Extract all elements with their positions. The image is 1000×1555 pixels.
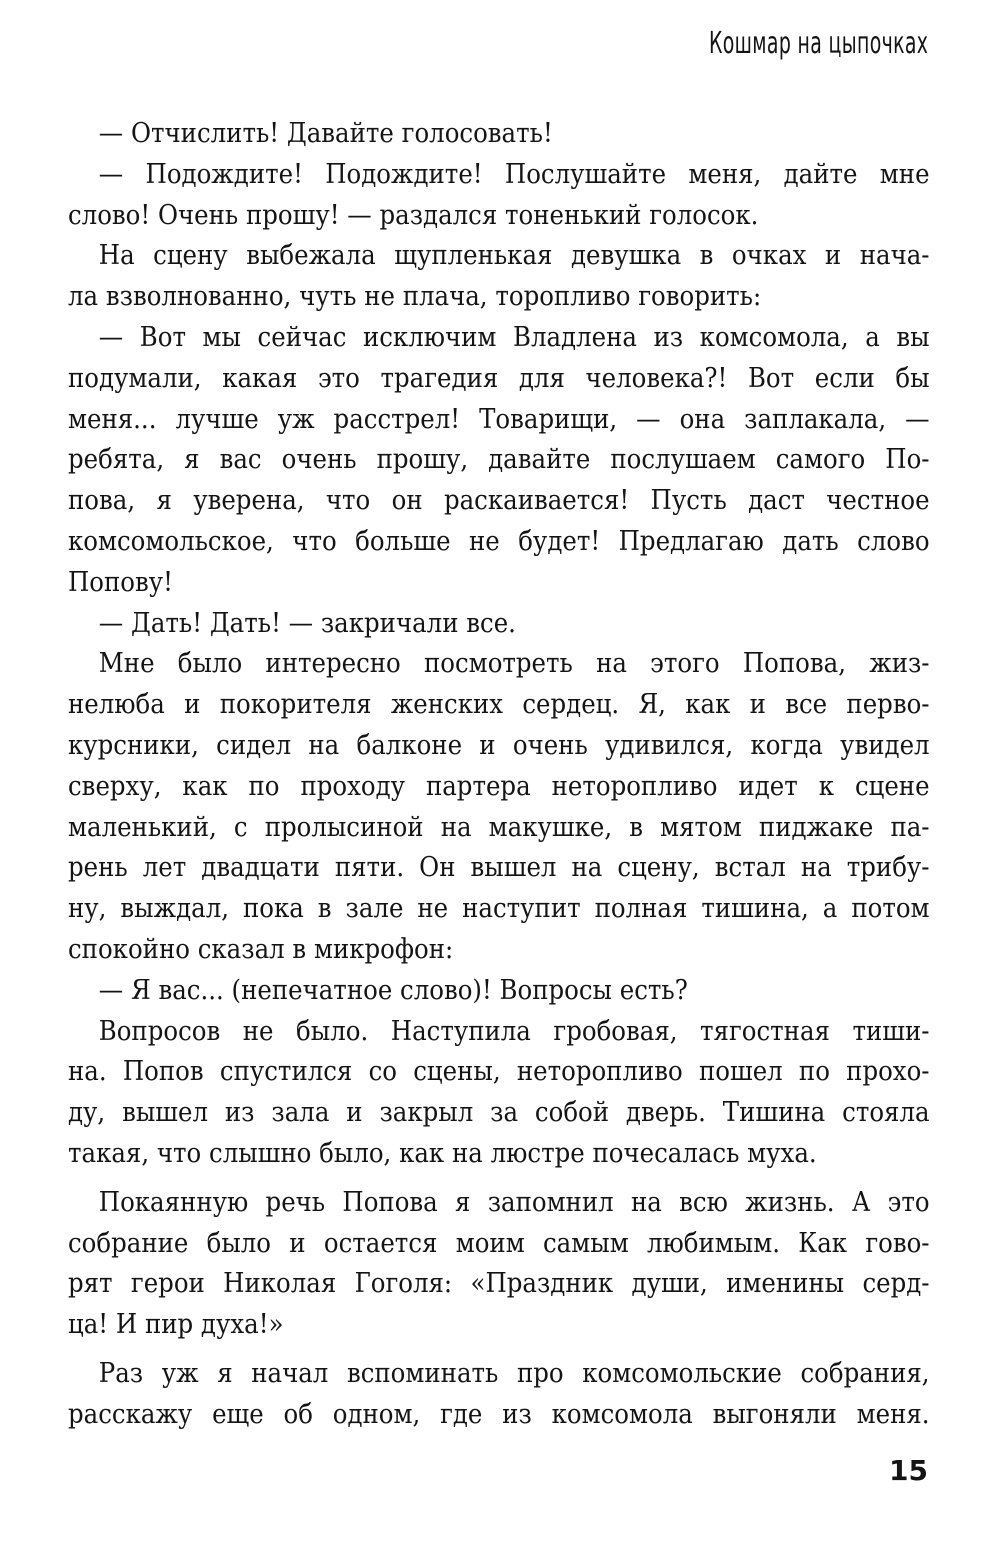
text-line: маленький, с пролысиной на макушке, в мятом пиджаке па- xyxy=(68,811,930,843)
text-line: Мне было интересно посмотреть на этого Попова, жиз- xyxy=(98,648,930,680)
text-line: — Отчислить! Давайте голосовать! xyxy=(98,118,553,149)
text-line: пова, я уверена, что он раскаивается! Пусть даст честное xyxy=(68,485,930,517)
text-line: меня... лучше уж расстрел! Товарищи, — она заплакала, — xyxy=(68,403,930,435)
text-line: курсники, сидел на балконе и очень удивился, когда увидел xyxy=(68,729,930,761)
text-line: Раз уж я начал вспоминать про комсомольские собрания, xyxy=(98,1357,930,1389)
text-line: ну, выждал, пока в зале не наступит полная тишина, а потом xyxy=(68,893,930,925)
text-line: — Вот мы сейчас исключим Владлена из комсомола, а вы xyxy=(98,321,930,353)
text-line: ду, вышел из зала и закрыл за собой дверь. Тишина стояла xyxy=(68,1097,930,1129)
text-line: Покаянную речь Попова я запомнил на всю жизнь. А это xyxy=(98,1186,930,1218)
text-line: — Дать! Дать! — закричали все. xyxy=(98,607,516,639)
text-line: спокойно сказал в микрофон: xyxy=(68,933,454,965)
text-line: собрание было и остается моим самым любимым. Как гово- xyxy=(68,1227,930,1259)
text-line: рят герои Николая Гоголя: «Праздник души, именины серд- xyxy=(68,1268,930,1300)
book-text-body xyxy=(68,114,930,1436)
text-line: слово! Очень прошу! — раздался тоненький голосок. xyxy=(68,199,759,231)
text-line: — Я вас... (непечатное слово)! Вопросы есть? xyxy=(98,974,688,1006)
running-head-title: Кошмар на цыпочках xyxy=(708,26,928,61)
text-line: Вопросов не было. Наступила гробовая, тягостная тиши- xyxy=(98,1015,930,1047)
text-line: комсомольское, что больше не будет! Предлагаю дать слово xyxy=(68,525,930,557)
text-line: сверху, как по проходу партера неторопливо идет к сцене xyxy=(68,770,930,802)
text-line: рень лет двадцати пяти. Он вышел на сцену, встал на трибу- xyxy=(68,852,930,884)
text-line: подумали, какая это трагедия для человека?! Вот если бы xyxy=(68,362,930,394)
text-line: такая, что слышно было, как на люстре почесалась муха. xyxy=(68,1137,817,1169)
text-line: На сцену выбежала щупленькая девушка в очках и нача- xyxy=(98,240,930,272)
text-line: ла взволнованно, чуть не плача, торопливо говорить: xyxy=(68,281,762,313)
text-line: ребята, я вас очень прошу, давайте послушаем самого По- xyxy=(68,444,930,476)
text-line: Попову! xyxy=(68,566,173,598)
text-line: — Подождите! Подождите! Послушайте меня, дайте мне xyxy=(98,158,930,190)
text-line: нелюба и покорителя женских сердец. Я, как и все перво- xyxy=(68,689,930,721)
text-line: ца! И пир духа!» xyxy=(68,1309,284,1341)
text-line: расскажу еще об одном, где из комсомола выгоняли меня. xyxy=(68,1398,930,1430)
page-number: 15 xyxy=(889,1454,928,1487)
text-line: на. Попов спустился со сцены, неторопливо пошел по прохо- xyxy=(68,1056,930,1088)
